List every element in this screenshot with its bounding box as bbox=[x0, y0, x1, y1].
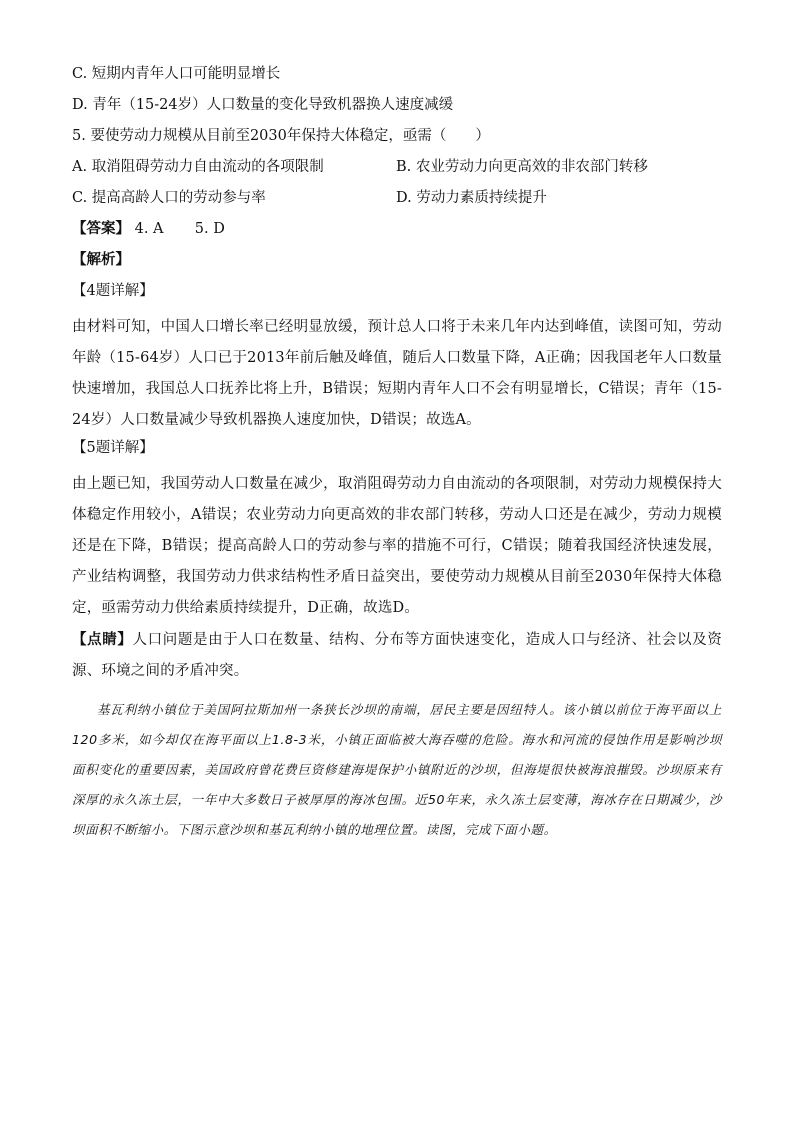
tip-text: 人口问题是由于人口在数量、结构、分布等方面快速变化，造成人口与经济、社会以及资源、环境之间的矛盾冲突。 bbox=[72, 632, 722, 679]
analysis-label: 【解析】 bbox=[72, 251, 130, 268]
q5-options-row-2 bbox=[72, 188, 722, 219]
q4-detail-heading: 【4题详解】 bbox=[72, 283, 154, 299]
tip-label: 【点睛】 bbox=[72, 631, 133, 648]
q4-option-c: C. 短期内青年人口可能明显增长 bbox=[72, 66, 281, 82]
material-paragraph: 基瓦利纳小镇位于美国阿拉斯加州一条狭长沙坝的南端，居民主要是因纽特人。该小镇以前位于海平面以上120多米，如今却仅在海平面以上1.8-3米，小镇正面临被大海吞噬的危险。海水和河流的侵蚀作用是影响沙坝面积变化的重要因素，美国政府曾花费巨资修建海堤保护小镇附近的沙坝，但海堤很快被海浪摧毁。沙坝原来有深厚的永久冻土层，一年中大多数日子被厚厚的海冰包围。近50年来，永久冻土层变薄，海冰存在日期减少，沙坝面积不断缩小。下图示意沙坝和基瓦利纳小镇的地理位置。读图，完成下面小题。 bbox=[72, 702, 722, 837]
answer-row bbox=[72, 219, 722, 250]
q4-option-d: D. 青年（15-24岁）人口数量的变化导致机器换人速度减缓 bbox=[72, 97, 454, 113]
q4-detail-text: 由材料可知，中国人口增长率已经明显放缓，预计总人口将于未来几年内达到峰值，读图可知，劳动年龄（15-64岁）人口已于2013年前后触及峰值，随后人口数量下降，A正确；因我国老年人口数量快速增加，我国总人口抚养比将上升，B错误；短期内青年人口不会有明显增长，C错误；青年（15-24岁）人口数量减少导致机器换人速度加快，D错误；故选A。 bbox=[72, 319, 722, 428]
q5-option-d: D. 劳动力素质持续提升 bbox=[396, 190, 547, 206]
q5-option-a: A. 取消阻碍劳动力自由流动的各项限制 bbox=[72, 159, 324, 175]
q5-option-b: B. 农业劳动力向更高效的非农部门转移 bbox=[396, 159, 648, 175]
q5-detail-text: 由上题已知，我国劳动人口数量在减少，取消阻碍劳动力自由流动的各项限制，对劳动力规模保持大体稳定作用较小，A错误；农业劳动力向更高效的非农部门转移，劳动人口还是在减少，劳动力规模还是在下降，B错误；提高高龄人口的劳动参与率的措施不可行，C错误；随着我国经济快速发展，产业结构调整，我国劳动力供求结构性矛盾日益突出，要使劳动力规模从目前至2030年保持大体稳定，亟需劳动力供给素质持续提升，D正确，故选D。 bbox=[72, 476, 722, 616]
answer-label: 【答案】 bbox=[72, 220, 130, 237]
answer-q5: 5. D bbox=[194, 221, 225, 237]
q5-option-c: C. 提高高龄人口的劳动参与率 bbox=[72, 190, 266, 206]
tip-paragraph bbox=[72, 624, 722, 687]
document-page bbox=[72, 64, 722, 845]
q5-detail-heading: 【5题详解】 bbox=[72, 440, 154, 456]
q5-stem: 5. 要使劳动力规模从目前至2030年保持大体稳定，亟需（ ） bbox=[72, 128, 490, 144]
q5-options-row-1 bbox=[72, 157, 722, 188]
answer-q4: 4. A bbox=[134, 221, 164, 237]
